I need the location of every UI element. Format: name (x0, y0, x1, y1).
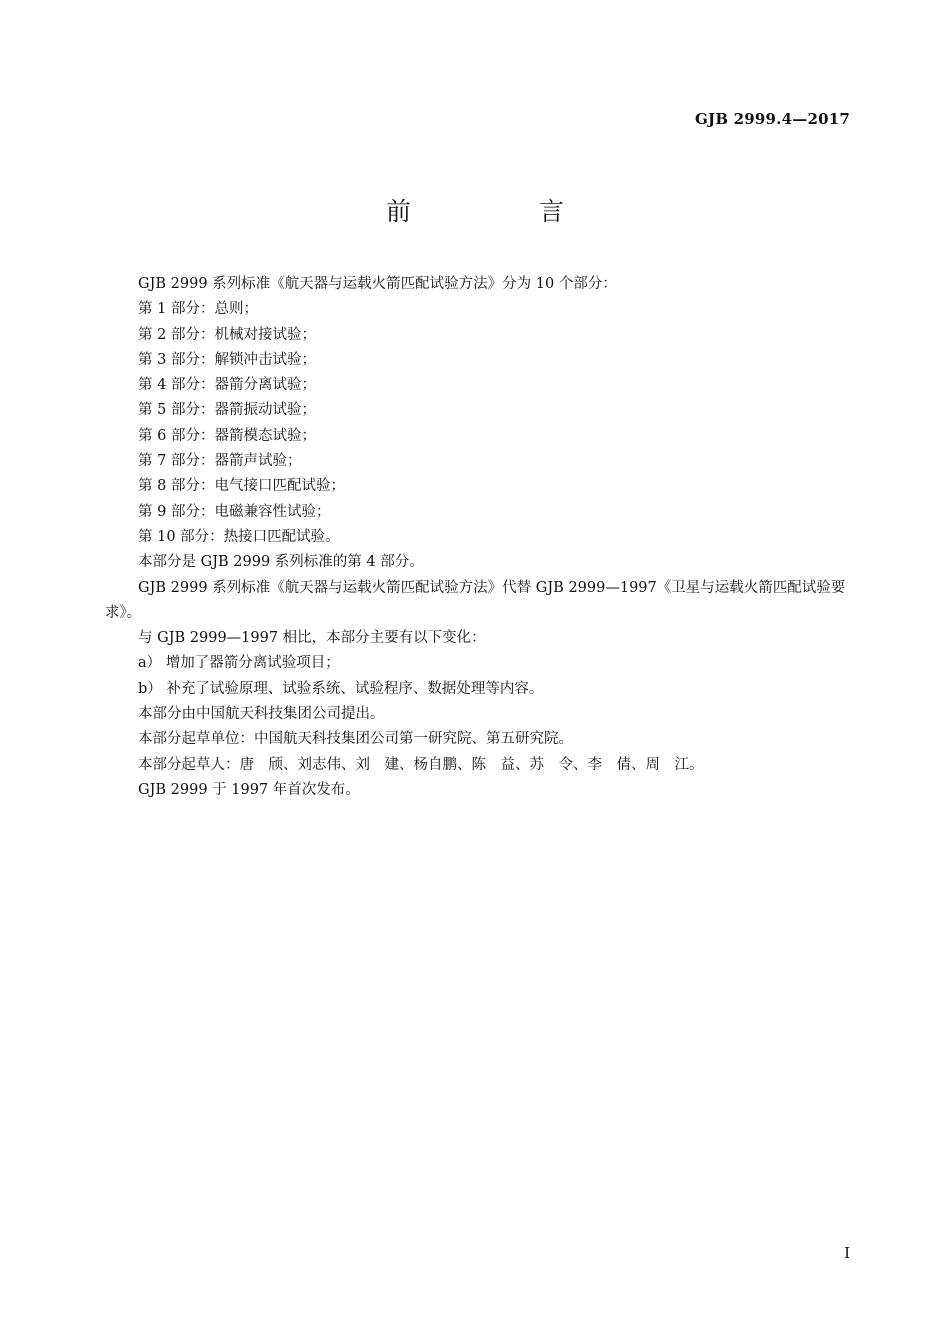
paragraph-part-statement: 本部分是 GJB 2999 系列标准的第 4 部分。 (138, 554, 424, 571)
paragraph-first-publication: GJB 2999 于 1997 年首次发布。 (138, 781, 360, 798)
page-title: 前 言 (386, 197, 624, 226)
list-item-part-1: 第 1 部分：总则； (138, 301, 258, 318)
standard-number: GJB 2999.4—2017 (695, 110, 850, 128)
paragraph-proposer: 本部分由中国航天科技集团公司提出。 (138, 706, 385, 723)
page-number: I (844, 1244, 850, 1262)
paragraph-drafters: 本部分起草人：唐 颀、刘志伟、刘 建、杨自鹏、陈 益、苏 令、李 倩、周 江。 (138, 756, 704, 773)
list-item-part-7: 第 7 部分：器箭声试验； (138, 453, 302, 470)
list-item-part-6: 第 6 部分：器箭模态试验； (138, 427, 316, 444)
list-item-part-5: 第 5 部分：器箭振动试验； (138, 402, 316, 419)
paragraph-changes-intro: 与 GJB 2999—1997 相比，本部分主要有以下变化： (138, 630, 486, 647)
list-item-part-2: 第 2 部分：机械对接试验； (138, 326, 316, 343)
list-item-part-10: 第 10 部分：热接口匹配试验。 (138, 528, 340, 545)
paragraph-series-intro: GJB 2999 系列标准《航天器与运载火箭匹配试验方法》分为 10 个部分： (138, 276, 617, 292)
list-item-part-3: 第 3 部分：解锁冲击试验； (138, 351, 316, 368)
list-item-part-9: 第 9 部分：电磁兼容性试验； (138, 503, 331, 520)
list-item-change-a: a） 增加了器箭分离试验项目； (138, 655, 340, 672)
list-item-part-4: 第 4 部分：器箭分离试验； (138, 377, 316, 394)
list-item-change-b: b） 补充了试验原理、试验系统、试验程序、数据处理等内容。 (138, 680, 544, 697)
foreword-body (105, 272, 850, 803)
list-item-part-8: 第 8 部分：电气接口匹配试验； (138, 478, 345, 495)
paragraph-replacement: GJB 2999 系列标准《航天器与运载火箭匹配试验方法》代替 GJB 2999—1997《卫星与运载火箭匹配试验要求》。 (105, 579, 846, 621)
paragraph-drafting-units: 本部分起草单位：中国航天科技集团公司第一研究院、第五研究院。 (138, 731, 573, 748)
